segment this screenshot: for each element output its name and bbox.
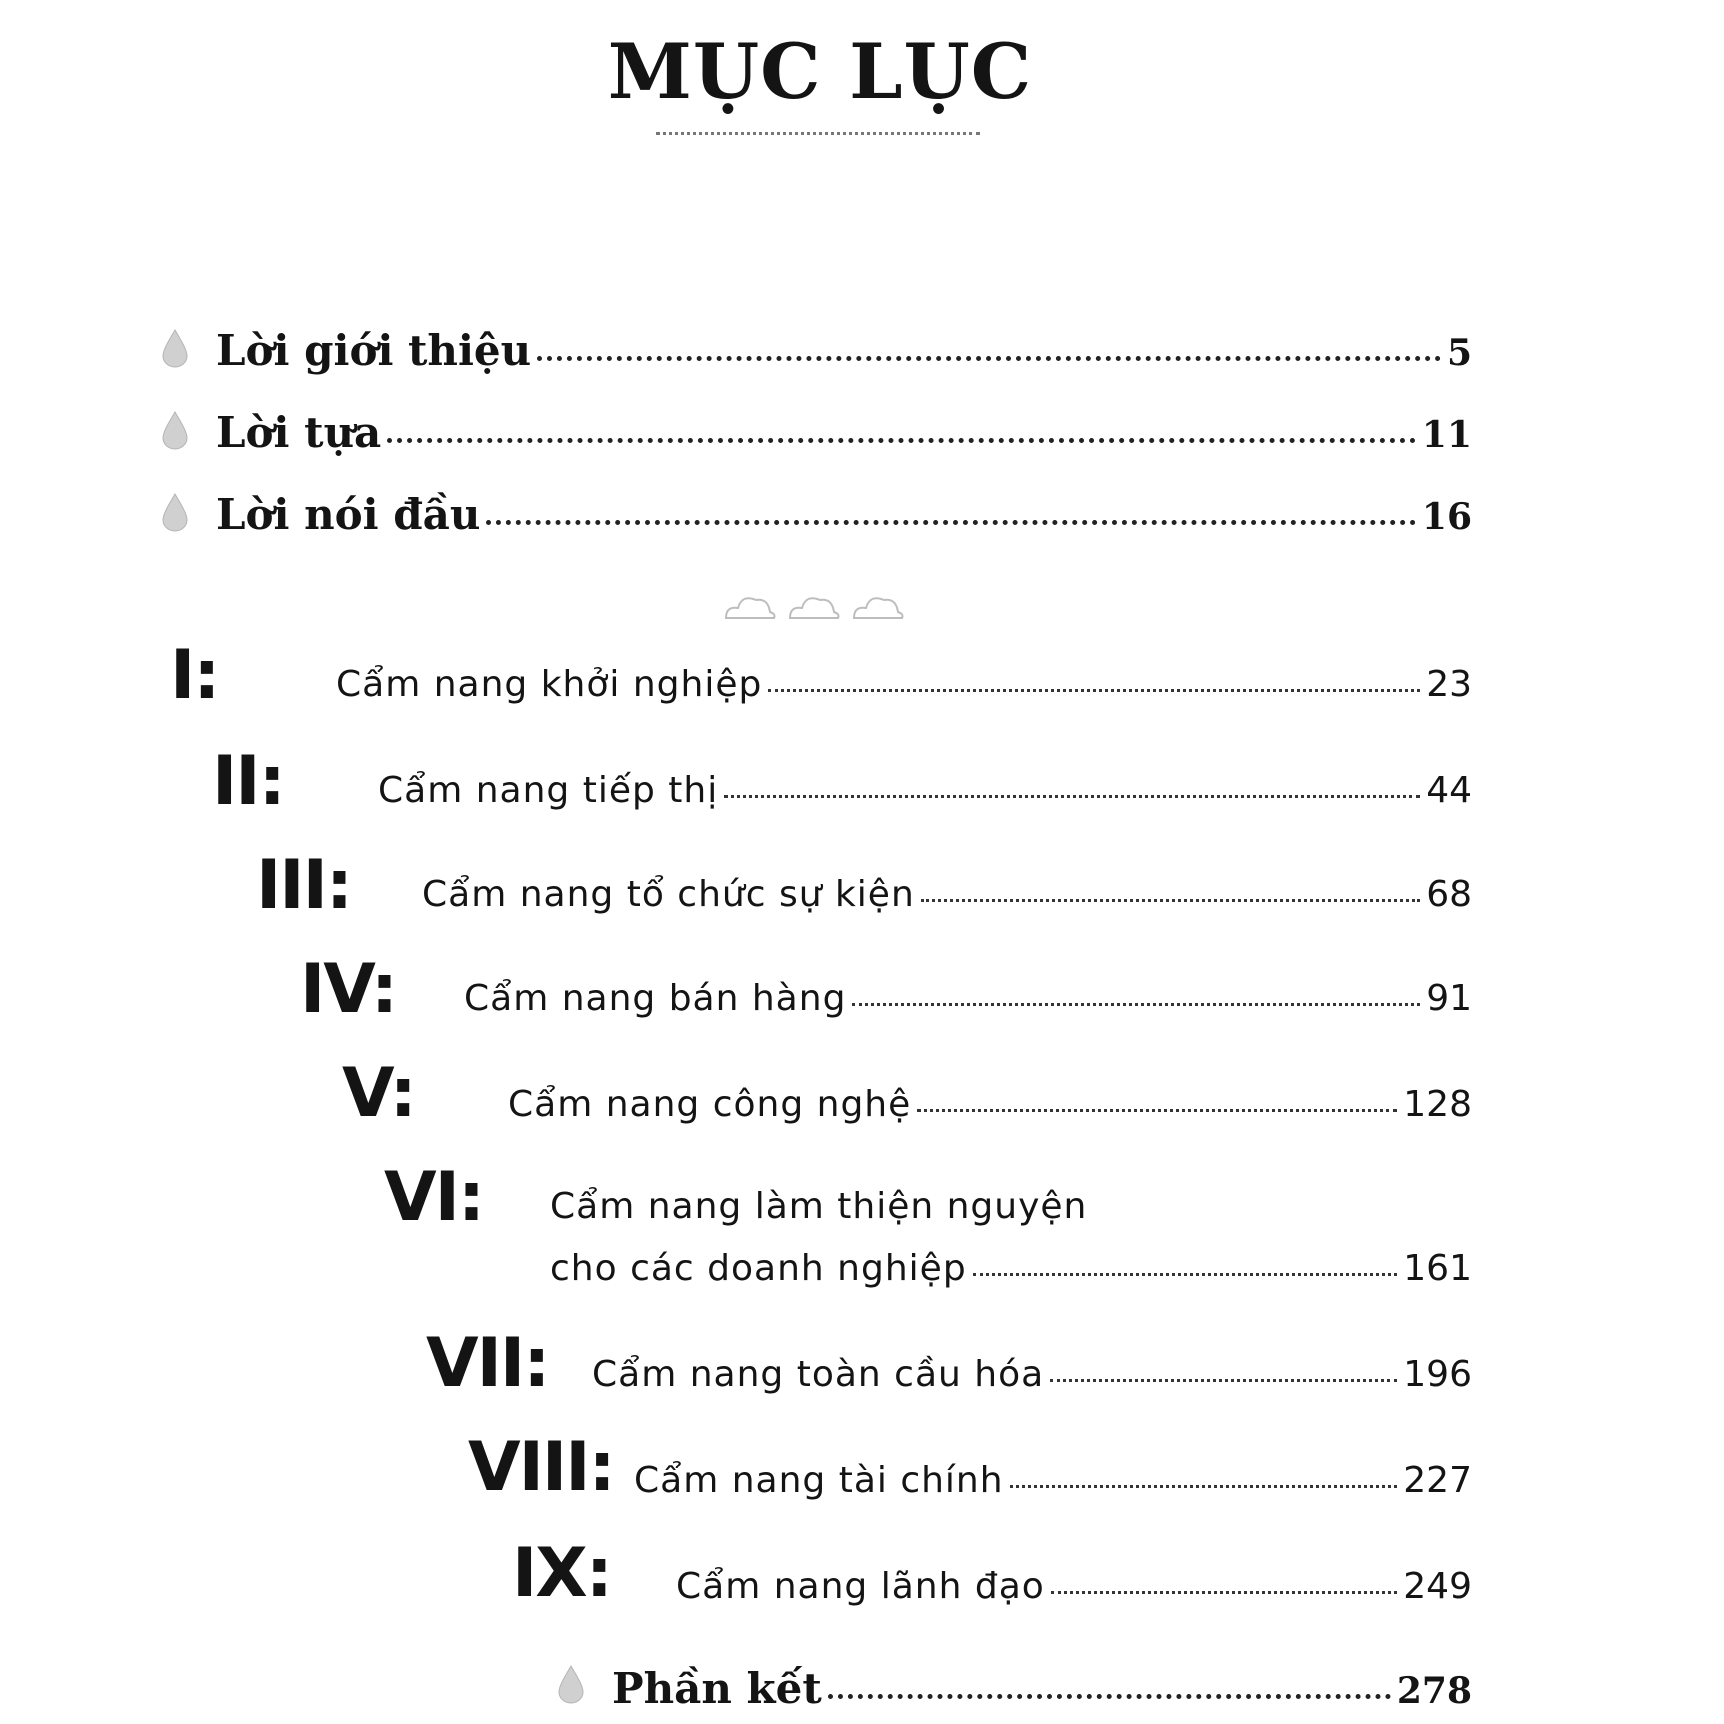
toc-entry[interactable] [216,408,1472,457]
dot-leader [852,1003,1420,1006]
dot-leader [1050,1379,1397,1382]
entry-page: 11 [1421,414,1472,456]
drop-icon [160,492,190,532]
entry-label: cho các doanh nghiệp [550,1248,967,1289]
toc-entry[interactable] [378,770,1472,811]
toc-entry[interactable] [676,1566,1472,1607]
toc-entry[interactable] [422,874,1472,915]
entry-label: Lời nói đầu [216,490,481,539]
page-title: MỤC LỤC [607,27,1033,116]
entry-label: Phần kết [612,1664,822,1713]
entry-label: Cẩm nang làm thiện nguyện [550,1186,1088,1227]
cloud-icon [854,598,903,618]
toc-entry[interactable] [216,326,1472,375]
dot-leader [1010,1485,1398,1488]
cloud-icon [790,598,839,618]
entry-label: Cẩm nang lãnh đạo [676,1566,1045,1607]
toc-entry[interactable] [216,490,1472,539]
cloud-ornament [722,586,908,626]
toc-entry[interactable] [464,978,1472,1019]
entry-page: 91 [1426,978,1472,1019]
chapter-numeral: V: [342,1054,415,1133]
chapter-numeral: VII: [426,1324,549,1403]
dot-leader [973,1273,1398,1276]
toc-entry[interactable] [336,664,1472,705]
entry-label: Cẩm nang công nghệ [508,1084,912,1125]
chapter-numeral: III: [256,846,352,925]
dot-leader [768,689,1420,692]
toc-entry[interactable] [592,1354,1472,1395]
chapter-numeral: VI: [384,1158,484,1237]
entry-label: Cẩm nang tiếp thị [378,770,719,811]
dot-leader [387,438,1416,443]
dot-leader [917,1109,1397,1112]
drop-icon [160,410,190,450]
entry-label: Cẩm nang bán hàng [464,978,847,1019]
chapter-numeral: I: [170,636,219,715]
entry-page: 161 [1403,1248,1472,1289]
chapter-numeral: II: [212,742,284,821]
drop-icon [160,328,190,368]
toc-entry[interactable] [508,1084,1472,1125]
dot-leader [828,1694,1391,1699]
entry-page: 128 [1403,1084,1472,1125]
entry-label: Cẩm nang khởi nghiệp [336,664,763,705]
toc-entry[interactable] [550,1248,1472,1289]
entry-page: 5 [1446,332,1472,374]
entry-label: Lời giới thiệu [216,326,532,375]
toc-entry[interactable] [634,1460,1472,1501]
dot-leader [1051,1591,1398,1594]
cloud-icon [726,598,775,618]
entry-label: Cẩm nang toàn cầu hóa [592,1354,1045,1395]
toc-entry[interactable] [612,1664,1472,1713]
dot-leader [724,795,1420,798]
dot-leader [921,899,1420,902]
entry-page: 227 [1403,1460,1472,1501]
chapter-numeral: IX: [512,1534,611,1613]
entry-page: 23 [1426,664,1472,705]
entry-page: 249 [1403,1566,1472,1607]
dot-leader [486,520,1416,525]
title-underline [656,132,980,135]
entry-page: 278 [1396,1670,1472,1712]
entry-label: Lời tựa [216,408,382,457]
entry-page: 16 [1421,496,1472,538]
chapter-numeral: VIII: [468,1428,614,1507]
entry-label: Cẩm nang tổ chức sự kiện [422,874,915,915]
chapter-numeral: IV: [300,950,397,1029]
drop-icon [556,1664,586,1704]
entry-page: 68 [1426,874,1472,915]
entry-page: 196 [1403,1354,1472,1395]
entry-label: Cẩm nang tài chính [634,1460,1004,1501]
dot-leader [537,356,1441,361]
entry-page: 44 [1426,770,1472,811]
